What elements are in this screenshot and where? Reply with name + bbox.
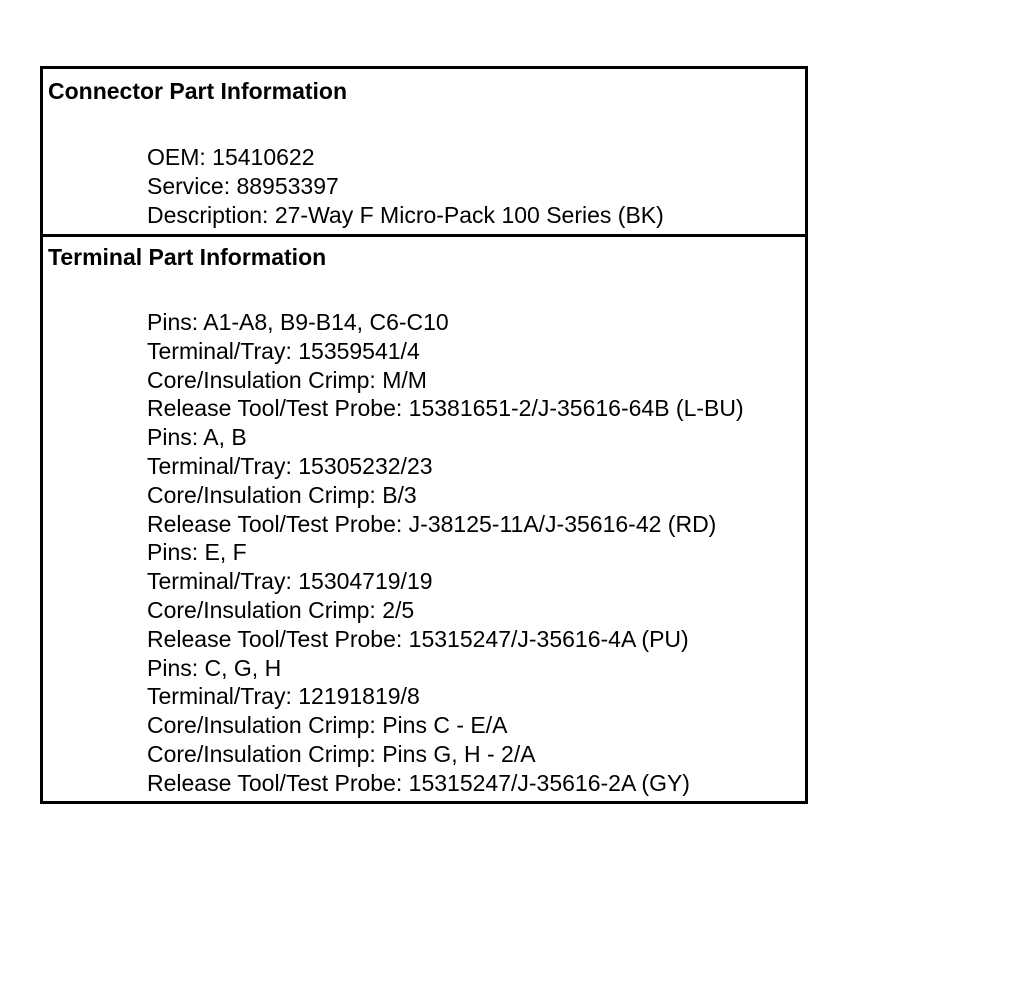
terminal-section-title: Terminal Part Information: [48, 244, 327, 270]
terminal-crimp-line: Core/Insulation Crimp: Pins G, H - 2/A: [147, 740, 536, 767]
terminal-release-tool-line: Release Tool/Test Probe: J-38125-11A/J-35616-42 (RD): [147, 510, 717, 537]
connector-oem-line: OEM: 15410622: [147, 144, 315, 170]
terminal-crimp-line: Core/Insulation Crimp: M/M: [147, 366, 427, 393]
terminal-part-section: [43, 237, 805, 801]
connector-service-line: Service: 88953397: [147, 172, 339, 199]
terminal-crimp-line: Core/Insulation Crimp: Pins C - E/A: [147, 712, 508, 739]
terminal-tray-line: Terminal/Tray: 15359541/4: [147, 337, 420, 364]
terminal-crimp-line: Core/Insulation Crimp: B/3: [147, 481, 417, 508]
terminal-info-list: [147, 308, 744, 798]
connector-description-line: Description: 27-Way F Micro-Pack 100 Series (BK): [147, 201, 664, 228]
connector-info-list: [147, 143, 664, 229]
terminal-tray-line: Terminal/Tray: 15305232/23: [147, 452, 433, 479]
terminal-tray-line: Terminal/Tray: 12191819/8: [147, 683, 420, 710]
terminal-release-tool-line: Release Tool/Test Probe: 15315247/J-35616-4A (PU): [147, 625, 689, 652]
terminal-pins-line: Pins: C, G, H: [147, 654, 282, 681]
connector-section-title: Connector Part Information: [48, 78, 348, 104]
terminal-tray-line: Terminal/Tray: 15304719/19: [147, 568, 433, 595]
terminal-release-tool-line: Release Tool/Test Probe: 15381651-2/J-35616-64B (L-BU): [147, 395, 744, 422]
terminal-pins-line: Pins: A, B: [147, 424, 247, 451]
terminal-pins-line: Pins: A1-A8, B9-B14, C6-C10: [147, 309, 449, 335]
terminal-pins-line: Pins: E, F: [147, 539, 247, 566]
terminal-release-tool-line: Release Tool/Test Probe: 15315247/J-35616-2A (GY): [147, 769, 690, 796]
part-info-table: [40, 66, 808, 804]
connector-part-section: [43, 69, 805, 237]
terminal-crimp-line: Core/Insulation Crimp: 2/5: [147, 596, 415, 623]
